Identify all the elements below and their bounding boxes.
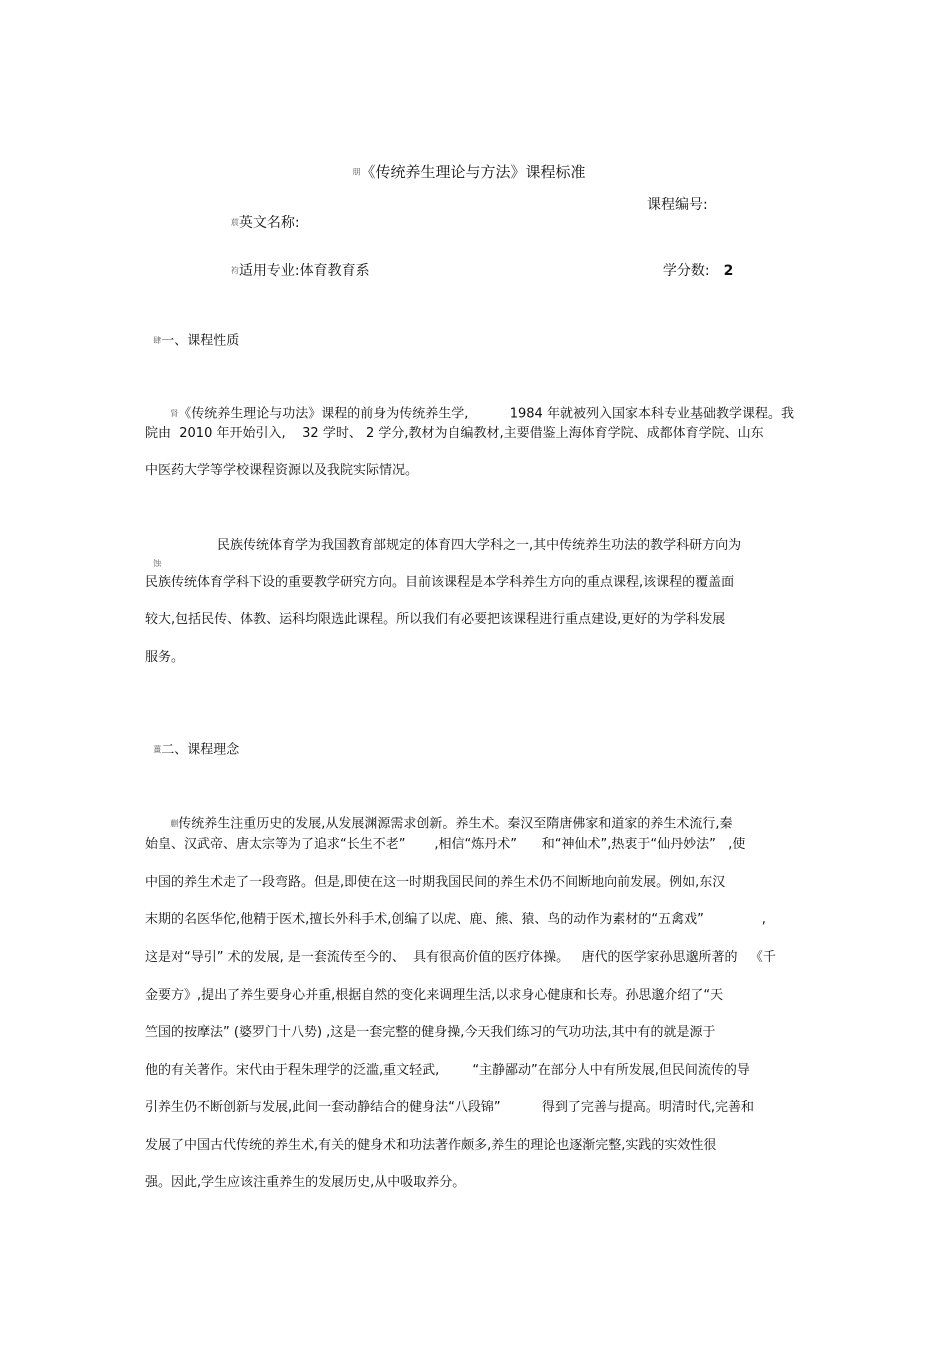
paragraph-text: 《传统养生理论与功法》课程的前身为传统养生学, 1984 年就被列入国家本科专业基础教学课程。我 — [178, 406, 794, 422]
paragraph-line: 服务。 — [145, 650, 185, 665]
english-name-label: 英文名称: — [238, 215, 300, 231]
english-name-row — [222, 196, 300, 232]
paragraph-mark: 蚀 — [153, 559, 162, 568]
paragraph-line — [162, 797, 733, 834]
paragraph-line — [162, 387, 794, 424]
page-title — [343, 145, 586, 182]
paragraph-line: 中医药大学等学校课程资源以及我院实际情况。 — [145, 463, 419, 478]
paragraph-line: 末期的名医华佗,他精于医术,擅长外科手术,创编了以虎、鹿、熊、猿、鸟的动作为素材的“五禽戏” , — [145, 912, 766, 927]
paragraph-line: 强。因此,学生应该注重养生的发展历史,从中吸取养分。 — [145, 1175, 466, 1190]
section-1-title: 一、课程性质 — [161, 333, 240, 349]
section-heading-2 — [145, 723, 239, 760]
paragraph-line: 民族传统体育学为我国教育部规定的体育四大学科之一,其中传统养生功法的教学科研方向为 — [217, 538, 742, 553]
section-2-title: 二、课程理念 — [161, 742, 240, 758]
paragraph-line: 院由 2010 年开始引入, 32 学时、 2 学分,教材为自编教材,主要借鉴上海体育学院、成都体育学院、山东 — [145, 426, 764, 441]
paragraph-mark-line — [145, 537, 161, 574]
title-text: 《传统养生理论与方法》课程标准 — [360, 163, 586, 181]
section-heading-1 — [145, 314, 239, 351]
paragraph-line: 这是对“导引” 术的发展, 是一套流传至今的、 具有很高价值的医疗体操。 唐代的医学家孙思邈所著的 《千 — [145, 950, 776, 965]
section-2-mark: 薑 — [153, 745, 162, 754]
paragraph-line: 较大,包括民传、体教、运科均限选此课程。所以我们有必要把该课程进行重点建设,更好的为学科发展 — [145, 612, 726, 627]
major-mark: 袀 — [230, 266, 239, 275]
paragraph-line: 竺国的按摩法” (婆罗门十八势) ,这是一套完整的健身操,今天我们练习的气功功法,其中有的就是源于 — [145, 1025, 716, 1040]
major-row — [222, 244, 370, 280]
course-code-label: 课程编号: — [647, 197, 708, 213]
paragraph-line: 始皇、汉武帝、唐太宗等为了追求“长生不老” ,相信“炼丹术” 和“神仙术”,热衷于“仙丹妙法” ,使 — [145, 837, 746, 852]
paragraph-line: 中国的养生术走了一段弯路。但是,即使在这一时期我国民间的养生术仍不间断地向前发展。例如,东汉 — [145, 875, 726, 890]
title-mark: 朋 — [352, 167, 361, 177]
major-label: 适用专业:体育教育系 — [238, 263, 370, 279]
paragraph-mark: 蒯 — [170, 819, 179, 828]
credits-value: 2 — [723, 263, 734, 279]
paragraph-line: 金要方》,提出了养生要身心并重,根据自然的变化来调理生活,以求身心健康和长寿。孙思邈介绍了“天 — [145, 988, 724, 1003]
paragraph-line: 他的有关著作。宋代由于程朱理学的泛滥,重文轻武, “主静鄙动”在部分人中有所发展,但民间流传的导 — [145, 1063, 750, 1078]
paragraph-text: 传统养生注重历史的发展,从发展渊源需求创新。养生术。秦汉至隋唐佛家和道家的养生术流行,秦 — [178, 816, 733, 832]
paragraph-line: 发展了中国古代传统的养生术,有关的健身术和功法著作颇多,养生的理论也逐渐完整,实践的实效性很 — [145, 1138, 717, 1153]
english-name-mark: 莀 — [230, 218, 239, 227]
paragraph-line: 引养生仍不断创新与发展,此间一套动静结合的健身法“八段锦” 得到了完善与提高。明清时代,完善和 — [145, 1100, 755, 1115]
paragraph-line: 民族传统体育学科下设的重要教学研究方向。目前该课程是本学科养生方向的重点课程,该课程的覆盖面 — [145, 575, 735, 590]
credits-row — [654, 244, 733, 280]
credits-label: 学分数: — [662, 263, 710, 279]
paragraph-mark: 肾 — [170, 409, 179, 418]
section-1-mark: 肆 — [153, 336, 162, 345]
